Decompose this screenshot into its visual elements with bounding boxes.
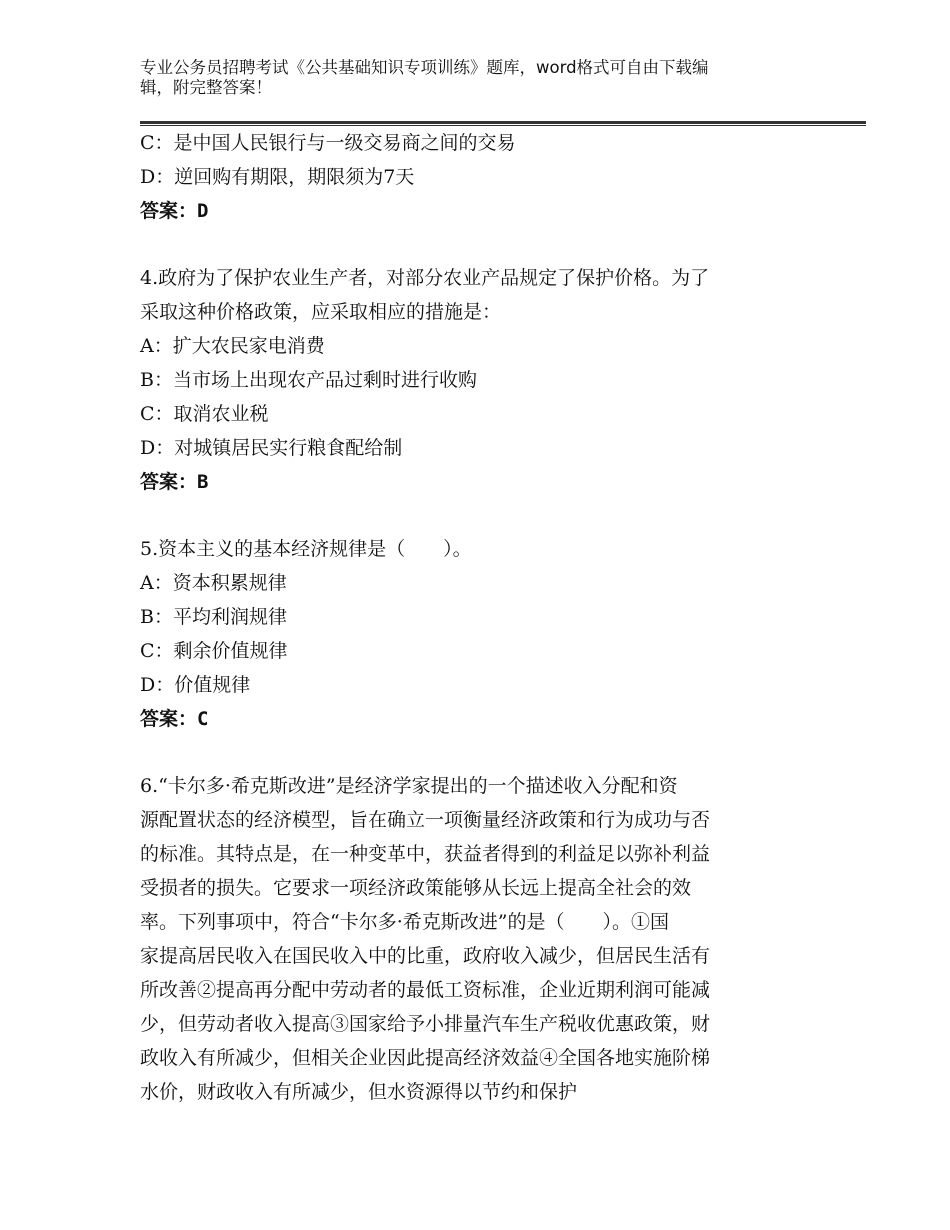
question-stem-line: 所改善②提高再分配中劳动者的最低工资标准，企业近期利润可能减 [140, 979, 711, 1001]
option-c: C：是中国人民银行与一级交易商之间的交易 [140, 132, 516, 154]
question-stem-line: 采取这种价格政策，应采取相应的措施是： [140, 301, 502, 323]
question-stem-line: 的标准。其特点是，在一种变革中，获益者得到的利益足以弥补利益 [140, 843, 711, 865]
answer-label: 答案： [140, 471, 198, 493]
question-stem-line: 6.“卡尔多·希克斯改进”是经济学家提出的一个描述收入分配和资 [140, 775, 678, 797]
question-stem-line: 水价，财政收入有所减少，但水资源得以节约和保护 [140, 1081, 578, 1103]
question-stem-line: 政收入有所减少，但相关企业因此提高经济效益④全国各地实施阶梯 [140, 1047, 711, 1069]
option-d: D：对城镇居民实行粮食配给制 [140, 437, 403, 459]
page-header [140, 58, 790, 98]
question-5 [140, 532, 800, 736]
answer-line [140, 702, 800, 736]
question-stem: 5.资本主义的基本经济规律是（ ）。 [140, 538, 472, 560]
option-d: D：价值规律 [140, 674, 251, 696]
option-a: A：资本积累规律 [140, 572, 287, 594]
answer-label: 答案： [140, 708, 198, 730]
question-stem-line: 率。下列事项中，符合“卡尔多·希克斯改进”的是（ ）。①国 [140, 911, 669, 933]
question-content [140, 126, 800, 1109]
question-stem-line: 受损者的损失。它要求一项经济政策能够从长远上提高全社会的效 [140, 877, 692, 899]
answer-value: B [197, 471, 209, 493]
answer-line [140, 194, 800, 228]
option-b: B：当市场上出现农产品过剩时进行收购 [140, 369, 477, 391]
question-stem-line: 家提高居民收入在国民收入中的比重，政府收入减少，但居民生活有 [140, 945, 711, 967]
question-stem-line: 4.政府为了保护农业生产者，对部分农业产品规定了保护价格。为了 [140, 267, 710, 289]
question-6 [140, 769, 800, 1109]
option-b: B：平均利润规律 [140, 606, 287, 628]
header-line-1: 专业公务员招聘考试《公共基础知识专项训练》题库，word格式可自由下载编 [140, 58, 709, 77]
question-stem-line: 少，但劳动者收入提高③国家给予小排量汽车生产税收优惠政策，财 [140, 1013, 711, 1035]
answer-line [140, 465, 800, 499]
question-3-tail [140, 126, 800, 228]
option-a: A：扩大农民家电消费 [140, 335, 325, 357]
header-line-2: 辑，附完整答案！ [140, 78, 272, 97]
answer-value: D [197, 200, 209, 222]
option-d: D：逆回购有期限，期限须为7天 [140, 166, 415, 188]
question-4 [140, 261, 800, 499]
question-stem-line: 源配置状态的经济模型，旨在确立一项衡量经济政策和行为成功与否 [140, 809, 711, 831]
answer-value: C [197, 708, 209, 730]
option-c: C：取消农业税 [140, 403, 269, 425]
answer-label: 答案： [140, 200, 198, 222]
option-c: C：剩余价值规律 [140, 640, 288, 662]
